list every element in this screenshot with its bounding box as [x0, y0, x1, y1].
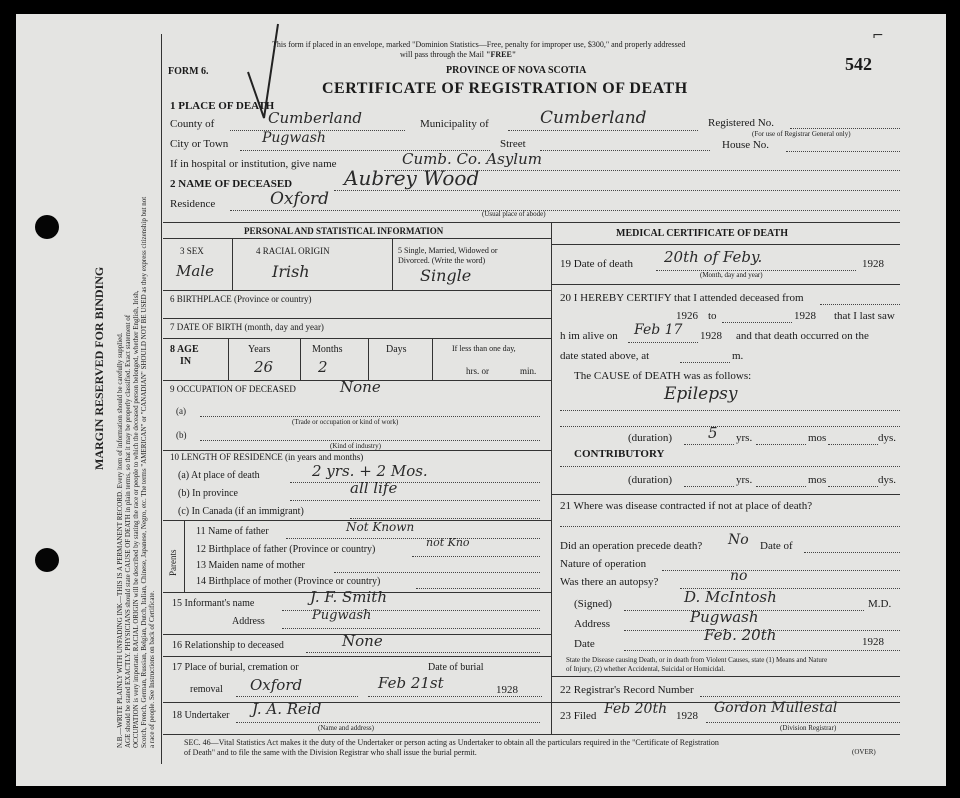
binding-hole-top	[35, 215, 59, 239]
certify-to-year: 1928	[794, 310, 816, 322]
residence-label: Residence	[170, 198, 216, 210]
duration-mos-2: mos	[808, 474, 827, 486]
street-label: Street	[500, 138, 526, 150]
informant-value: J. F. Smith	[310, 588, 387, 606]
date-of-death-note: (Month, day and year)	[700, 271, 763, 279]
min-label: min.	[520, 366, 537, 376]
burial-date-label: Date of burial	[428, 662, 484, 673]
municipality-label: Municipality of	[420, 118, 489, 130]
personal-heading: PERSONAL AND STATISTICAL INFORMATION	[244, 226, 444, 236]
alive-on-year: 1928	[700, 330, 722, 342]
undertaker-label: 18 Undertaker	[172, 710, 230, 721]
filed-value: Feb 20th	[604, 701, 668, 717]
certify-last-saw: that I last saw	[834, 310, 895, 322]
county-label: County of	[170, 118, 215, 130]
md-label: M.D.	[868, 598, 892, 610]
medical-address-value: Pugwash	[690, 608, 759, 626]
filed-year: 1928	[676, 710, 698, 722]
corner-mark: ⌐	[872, 28, 884, 44]
medical-address-label: Address	[574, 618, 611, 630]
certify-to-label: to	[708, 310, 717, 322]
mother-label: 13 Maiden name of mother	[196, 560, 305, 571]
burial-year: 1928	[496, 684, 518, 696]
contributory-label: CONTRIBUTORY	[574, 448, 665, 460]
certificate-number: 542	[845, 54, 872, 74]
footer-sec-2: of Death" and to file the same with the Division Registrar who shall issue the burial permit.	[184, 748, 477, 757]
father-birthplace-label: 12 Birthplace of father (Province or country)	[196, 544, 376, 555]
m-label: m.	[732, 350, 744, 362]
operation-label: Did an operation precede death?	[560, 540, 703, 552]
envelope-note-1: This form if placed in an envelope, marked "Dominion Statistics—Free, penalty for improper use, $300," and properly addressed	[272, 40, 686, 49]
age-years-value: 26	[254, 358, 274, 376]
hospital-value: Cumb. Co. Asylum	[402, 150, 542, 168]
father-birthplace-value: not Kno	[426, 536, 470, 549]
occupation-b: (b)	[176, 430, 187, 440]
date-of-death-year: 1928	[862, 258, 884, 270]
margin-note-5: a race of people. See Instructions on back of Certificate.	[148, 590, 156, 748]
days-label: Days	[386, 344, 407, 355]
municipality-value: Cumberland	[540, 108, 647, 128]
place-of-death-label: 1 PLACE OF DEATH	[170, 100, 275, 112]
age-months-value: 2	[318, 358, 328, 376]
record-number-label: 22 Registrar's Record Number	[560, 684, 694, 696]
father-label: 11 Name of father	[196, 526, 269, 537]
contracted-label: 21 Where was disease contracted if not at place of death?	[560, 500, 813, 512]
age-label-2: IN	[180, 356, 192, 367]
marital-label-2: Divorced. (Write the word)	[398, 256, 486, 265]
at-place-label: (a) At place of death	[178, 470, 260, 481]
undertaker-value: J. A. Reid	[252, 700, 322, 718]
occupation-label: 9 OCCUPATION OF DECEASED	[170, 384, 296, 394]
certificate-title: CERTIFICATE OF REGISTRATION OF DEATH	[322, 80, 688, 97]
duration-dys: dys.	[878, 432, 897, 444]
date-of-death-label: 19 Date of death	[560, 258, 633, 270]
duration-dys-2: dys.	[878, 474, 897, 486]
informant-address-label: Address	[232, 616, 265, 627]
margin-note-2: AGE should be stated EXACTLY. PHYSICIANS should state CAUSE OF DEATH in plain terms, so that it may be properly classified. Exact statement of	[124, 314, 132, 748]
in-province-label: (b) In province	[178, 488, 238, 499]
burial-place-value: Oxford	[250, 676, 303, 694]
sex-label: 3 SEX	[180, 246, 204, 256]
hospital-label: If in hospital or institution, give name	[170, 158, 337, 170]
father-value: Not Known	[346, 520, 415, 534]
nature-label: Nature of operation	[560, 558, 647, 570]
city-label: City or Town	[170, 138, 229, 150]
occurred-label: and that death occurred on the	[736, 330, 869, 342]
medical-date-value: Feb. 20th	[704, 626, 777, 644]
cause-label: The CAUSE of DEATH was as follows:	[574, 370, 752, 382]
county-value: Cumberland	[268, 109, 363, 127]
medical-date-year: 1928	[862, 636, 884, 648]
date-of-label: Date of	[760, 540, 793, 552]
months-label: Months	[312, 344, 343, 355]
registered-no-label: Registered No.	[708, 117, 774, 129]
city-value: Pugwash	[262, 130, 326, 146]
autopsy-value: no	[730, 568, 748, 584]
burial-date-value: Feb 21st	[378, 674, 444, 692]
footer-sec-1: SEC. 46—Vital Statistics Act makes it the duty of the Undertaker or person acting as Undertaker to obtain all the particulars required in the "Certificate of Registration	[184, 738, 719, 747]
duration-value: 5	[708, 424, 718, 442]
binding-margin-label: MARGIN RESERVED FOR BINDING	[92, 266, 106, 470]
occupation-b-note: (Kind of industry)	[330, 442, 381, 450]
violent-note-1: State the Disease causing Death, or in death from Violent Causes, state (1) Means and Nature	[566, 656, 828, 664]
signed-label: (Signed)	[574, 598, 612, 610]
cause-value: Epilepsy	[664, 384, 738, 404]
burial-label-1: 17 Place of burial, cremation or	[172, 662, 299, 673]
hrs-label: hrs. or	[466, 366, 489, 376]
province-label: PROVINCE OF NOVA SCOTIA	[446, 65, 587, 76]
marital-label-1: 5 Single, Married, Widowed or	[398, 246, 498, 255]
occupation-value: None	[340, 378, 381, 396]
margin-note-3: OCCUPATION is very important. RACIAL ORIGIN will be described by stating the race or people to which the deceased person belonged, whether English, Irish,	[132, 290, 140, 748]
signed-value: D. McIntosh	[684, 588, 777, 606]
less-than-day-label: If less than one day,	[452, 344, 516, 353]
registrar-note: (Division Registrar)	[780, 724, 837, 732]
age-label-1: 8 AGE	[170, 344, 199, 355]
informant-address-value: Pugwash	[312, 608, 372, 623]
operation-value: No	[728, 532, 749, 548]
years-label: Years	[248, 344, 271, 355]
residence-length-label: 10 LENGTH OF RESIDENCE (in years and months)	[170, 452, 364, 462]
at-place-value: 2 yrs. + 2 Mos.	[312, 462, 428, 480]
violent-note-2: of Injury, (2) whether Accidental, Suicidal or Homicidal.	[566, 665, 725, 673]
registered-note: (For use of Registrar General only)	[752, 130, 851, 138]
envelope-note-2: will pass through the Mail "FREE"	[400, 50, 517, 59]
alive-on-label: h im alive on	[560, 330, 618, 342]
medical-heading: MEDICAL CERTIFICATE OF DEATH	[616, 228, 788, 239]
mother-birthplace-label: 14 Birthplace of mother (Province or country)	[196, 576, 381, 587]
deceased-name-value: Aubrey Wood	[344, 166, 480, 190]
filed-label: 23 Filed	[560, 710, 597, 722]
residence-value: Oxford	[270, 189, 330, 209]
occupation-a: (a)	[176, 406, 186, 416]
certify-line: 20 I HEREBY CERTIFY that I attended deceased from	[560, 292, 804, 304]
residence-note: (Usual place of abode)	[482, 210, 546, 218]
racial-origin-label: 4 RACIAL ORIGIN	[256, 246, 330, 256]
margin-rule	[161, 34, 162, 764]
occupation-a-note: (Trade or occupation or kind of work)	[292, 418, 399, 426]
duration-yrs: yrs.	[736, 432, 753, 444]
duration-label-2: (duration)	[628, 474, 672, 486]
in-canada-label: (c) In Canada (if an immigrant)	[178, 506, 304, 517]
relationship-label: 16 Relationship to deceased	[172, 640, 284, 651]
burial-label-2: removal	[190, 684, 223, 695]
certify-from-year: 1926	[676, 310, 698, 322]
house-no-label: House No.	[722, 139, 770, 151]
date-stated-label: date stated above, at	[560, 350, 650, 362]
margin-note-1: N.B.—WRITE PLAINLY WITH UNFADING INK—THIS IS A PERMANENT RECORD. Every item of information should be carefully supplied.	[116, 332, 124, 748]
duration-yrs-2: yrs.	[736, 474, 753, 486]
duration-mos: mos	[808, 432, 827, 444]
check-mark	[244, 22, 284, 122]
in-province-value: all life	[350, 479, 398, 497]
footer-over: (OVER)	[852, 748, 876, 756]
racial-origin-value: Irish	[272, 262, 310, 281]
binding-hole-bottom	[35, 548, 59, 572]
relationship-value: None	[342, 632, 383, 650]
sex-value: Male	[176, 262, 214, 280]
column-divider	[551, 222, 552, 734]
alive-on-value: Feb 17	[634, 322, 683, 338]
date-of-death-value: 20th of Feby.	[664, 248, 763, 266]
margin-note-4: Scotch, French, German, Russian, Belgian, Dutch, Italian, Chinese, Japanese, Negro, etc. The terms "AMERICAN" or "CANADIAN" SHOULD NOT BE USED as they express citizenship but not	[140, 196, 148, 748]
undertaker-note: (Name and address)	[318, 724, 374, 732]
medical-date-label: Date	[574, 638, 595, 650]
dob-label: 7 DATE OF BIRTH (month, day and year)	[170, 322, 324, 332]
birthplace-label: 6 BIRTHPLACE (Province or country)	[170, 294, 312, 304]
registrar-value: Gordon Mullestal	[714, 700, 838, 716]
parents-label: Parents	[168, 549, 178, 576]
duration-label: (duration)	[628, 432, 672, 444]
marital-value: Single	[420, 266, 472, 285]
form-number: FORM 6.	[168, 66, 209, 77]
autopsy-label: Was there an autopsy?	[560, 576, 659, 588]
informant-label: 15 Informant's name	[172, 598, 255, 609]
deceased-name-label: 2 NAME OF DECEASED	[170, 178, 293, 190]
